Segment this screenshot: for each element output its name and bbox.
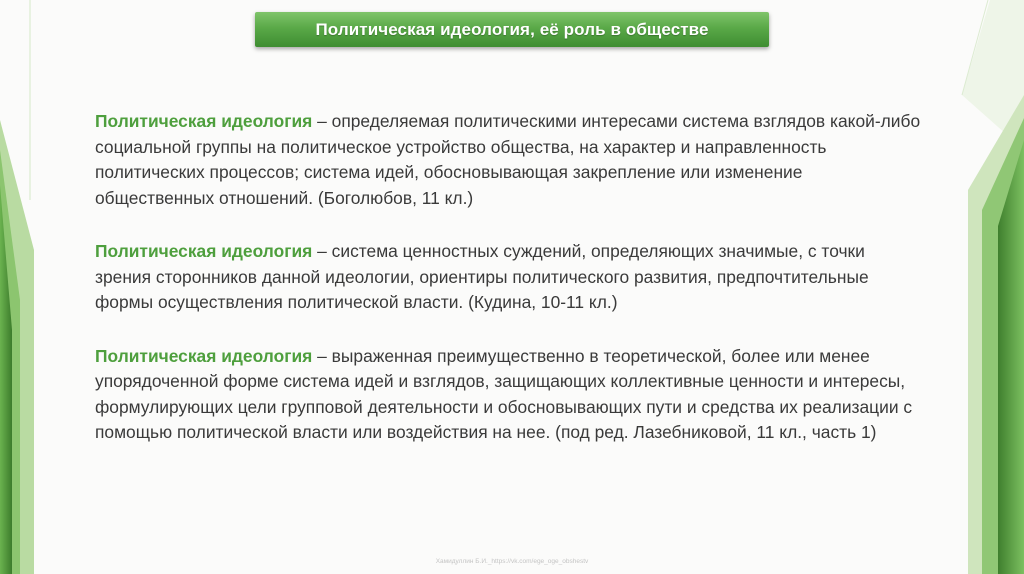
footer-credit: Хамидуллин Б.И._https://vk.com/ege_oge_obshestv [435,558,589,565]
right-chevron-dark [998,140,1024,574]
left-chevron-dark [0,185,12,574]
right-chevron-mid [982,118,1024,574]
definition-paragraph [95,239,925,316]
left-chevron-mid [0,150,20,574]
definition-paragraph [95,344,925,446]
definition-term: Политическая идеология [95,111,313,131]
definition-term: Политическая идеология [95,241,313,261]
definition-term: Политическая идеология [95,345,313,366]
definition-text: – определяемая политическими интересами система взглядов какой-либо социальной группы на политическое устройство общества, на характер и направленность политических процессов; система идей, обосновывающая закрепление или изменение общественных отношений. (Боголюбов, 11 кл.) [95,111,921,208]
right-line [962,0,988,95]
right-chevron-light [962,0,1024,150]
slide-title: Политическая идеология, её роль в обществе [315,19,709,39]
left-chevron-light [0,120,34,574]
definition-text: – выраженная преимущественно в теоретической, более или менее упорядоченной форме система идей и взглядов, защищающих коллективные ценности и интересы, формулирующих цели групповой деятельности и обосновывающих пути и средства их реализации с помощью политической власти или воздействия на нее. (под ред. Лазебниковой, 11 кл., часть 1) [95,345,913,442]
right-chevron-shape [968,95,1024,574]
definition-text: – система ценностных суждений, определяющих значимые, с точки зрения сторонников данной идеологии, ориентиры политического развития, предпочтительные формы осуществления политической власти. (Кудина, 10-11 кл.) [95,241,869,312]
definitions-block [95,109,925,474]
title-banner [255,12,769,47]
definition-paragraph [95,109,925,211]
